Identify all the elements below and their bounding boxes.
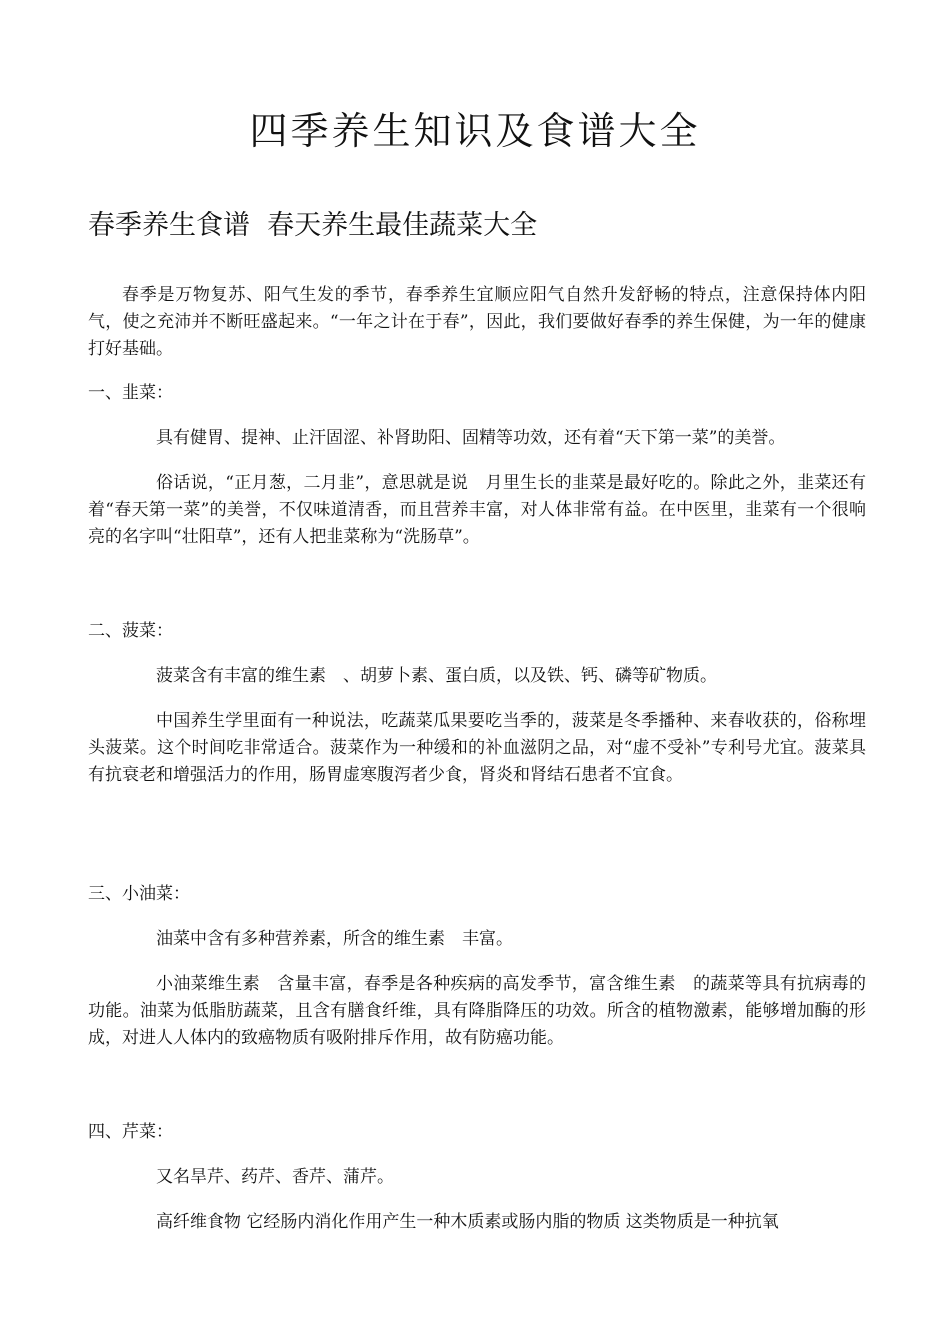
section-paragraph: 中国养生学里面有一种说法，吃蔬菜瓜果要吃当季的，菠菜是冬季播种、来春收获的，俗称埋头菠菜。这个时间吃非常适合。菠菜作为一种缓和的补血滋阴之品，对“虚不受补”专利号尤宜。菠菜具有抗衰老和增强活力的作用，肠胃虚寒腹泻者少食，肾炎和肾结石患者不宜食。 — [88, 711, 866, 785]
intro-paragraph: 春季是万物复苏、阳气生发的季节，春季养生宜顺应阳气自然升发舒畅的特点，注意保持体内阳气，使之充沛并不断旺盛起来。“一年之计在于春”，因此，我们要做好春季的养生保健，为一年的健康打好基础。 — [88, 285, 866, 359]
section-paragraph: 菠菜含有丰富的维生素 、胡萝卜素、蛋白质，以及铁、钙、磷等矿物质。 — [156, 666, 717, 686]
section-paragraph: 俗话说，“正月葱，二月韭”，意思就是说 月里生长的韭菜是最好吃的。除此之外，韭菜还有着“春天第一菜”的美誉，不仅味道清香，而且营养丰富，对人体非常有益。在中医里，韭菜有一个很响亮的名字叫“壮阳草”，还有人把韭菜称为“洗肠草”。 — [88, 473, 866, 547]
section-heading-spinach: 二、菠菜： — [88, 621, 173, 641]
section-heading-celery: 四、芹菜： — [88, 1122, 173, 1142]
section-paragraph: 高纤维食物 它经肠内消化作用产生一种木质素或肠内脂的物质 这类物质是一种抗氧 — [156, 1212, 779, 1232]
section-paragraph: 小油菜维生素 含量丰富，春季是各种疾病的高发季节，富含维生素 的蔬菜等具有抗病毒的功能。油菜为低脂肪蔬菜，且含有膳食纤维，具有降脂降压的功效。所含的植物激素，能够增加酶的形成，对进人人体内的致癌物质有吸附排斥作用，故有防癌功能。 — [88, 974, 866, 1048]
section-heading-leek: 一、韭菜： — [88, 383, 173, 403]
document-subtitle: 春季养生食谱 春天养生最佳蔬菜大全 — [88, 210, 538, 241]
section-paragraph: 油菜中含有多种营养素，所含的维生素 丰富。 — [156, 929, 513, 949]
document-title: 四季养生知识及食谱大全 — [249, 109, 701, 153]
section-paragraph: 具有健胃、提神、止汗固涩、补肾助阳、固精等功效，还有着“天下第一菜”的美誉。 — [156, 428, 786, 448]
section-heading-rapeseed: 三、小油菜： — [88, 884, 190, 904]
section-paragraph: 又名旱芹、药芹、香芹、蒲芹。 — [156, 1167, 394, 1187]
